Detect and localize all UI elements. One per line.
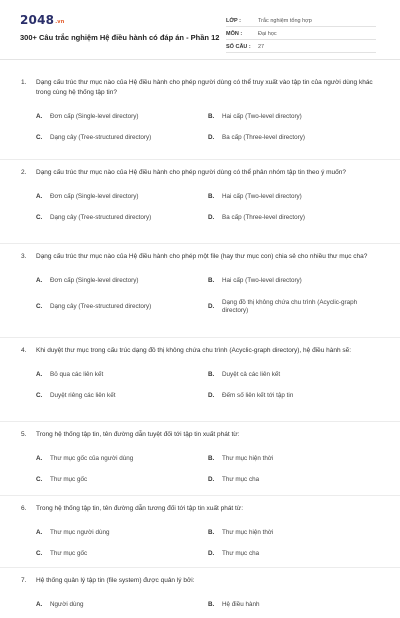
question-body: Trong hệ thống tập tin, tên đường dẫn tuyệt đối tới tập tin xuất phát từ: — [36, 431, 240, 438]
question-body: Dạng cấu trúc thư mục nào của Hệ điều hành cho phép người dùng có thể truy xuất vào tập tin của người dùng khác trong cùng hệ thống tập tin? — [36, 79, 373, 96]
option-letter: C. — [36, 476, 43, 484]
meta-label: SỐ CÂU : — [226, 44, 251, 50]
question-number: 4. — [21, 347, 27, 354]
option-text: Dạng cây (Tree-structured directory) — [50, 134, 152, 142]
question-body: Dạng cấu trúc thư mục nào của Hệ điều hành cho phép người dùng có thể phân nhóm tập tin theo ý muốn? — [36, 169, 347, 176]
meta-row-subject — [226, 27, 376, 40]
option-letter: C. — [36, 302, 43, 310]
question-number: 3. — [21, 253, 27, 260]
option-letter: A. — [36, 277, 43, 285]
option-text: Bỏ qua các liên kết — [50, 371, 104, 379]
option-text: Đơn cấp (Single-level directory) — [50, 193, 139, 201]
question-text — [18, 166, 382, 178]
option-c[interactable] — [36, 470, 208, 491]
question-text — [18, 502, 382, 514]
option-text: Dạng cây (Tree-structured directory) — [50, 302, 152, 310]
option-letter: A. — [36, 193, 43, 201]
option-letter: A. — [36, 371, 43, 379]
option-text: Thư mục hiện thời — [222, 455, 274, 463]
answer-options — [18, 595, 382, 616]
option-letter: B. — [208, 193, 215, 201]
question-body: Hệ thống quản lý tập tin (file system) được quản lý bởi: — [36, 577, 195, 584]
option-b[interactable] — [208, 107, 380, 128]
meta-value: 27 — [258, 44, 265, 50]
question-number: 1. — [21, 79, 27, 86]
meta-value: Trắc nghiệm tổng hợp — [258, 18, 312, 24]
question-body: Trong hệ thống tập tin, tên đường dẫn tương đối tới tập tin xuất phát từ: — [36, 505, 244, 512]
question-number: 7. — [21, 577, 27, 584]
option-letter: D. — [208, 476, 215, 484]
meta-label: LỚP : — [226, 18, 241, 24]
question-body: Khi duyệt thư mục trong cấu trúc dạng đồ thị không chứa chu trình (Acyclic-graph directory), hệ điều hành sẽ: — [36, 347, 352, 354]
question-list — [0, 76, 400, 618]
option-a[interactable] — [36, 271, 208, 292]
meta-row-class — [226, 14, 376, 27]
meta-info — [226, 14, 376, 53]
option-a[interactable] — [36, 595, 208, 616]
option-text: Thư mục gốc của người dùng — [50, 455, 134, 463]
option-d[interactable] — [208, 128, 380, 149]
question-number: 2. — [21, 169, 27, 176]
option-letter: D. — [208, 134, 215, 142]
option-text: Đơn cấp (Single-level directory) — [50, 277, 139, 285]
answer-options — [18, 271, 382, 322]
option-text: Hệ điều hành — [222, 601, 260, 609]
option-text: Thư mục gốc — [50, 476, 88, 484]
option-text: Hai cấp (Two-level directory) — [222, 193, 302, 201]
option-d[interactable] — [208, 208, 380, 229]
option-text: Dạng cây (Tree-structured directory) — [50, 214, 152, 222]
question-text — [18, 344, 382, 356]
option-text: Dạng đồ thị không chứa chu trình (Acyclic-graph directory) — [222, 298, 358, 314]
option-letter: B. — [208, 277, 215, 285]
option-text: Hai cấp (Two-level directory) — [222, 113, 302, 121]
question-text — [18, 574, 382, 586]
option-letter: A. — [36, 455, 43, 463]
option-letter: B. — [208, 371, 215, 379]
option-letter: B. — [208, 601, 215, 609]
option-a[interactable] — [36, 449, 208, 470]
option-text: Thư mục cha — [222, 550, 260, 558]
option-c[interactable] — [36, 386, 208, 407]
option-b[interactable] — [208, 449, 380, 470]
option-a[interactable] — [36, 365, 208, 386]
option-letter: B. — [208, 455, 215, 463]
question-number: 5. — [21, 431, 27, 438]
page-title: 300+ Câu trắc nghiệm Hệ điều hành có đáp án - Phần 12 — [20, 33, 220, 42]
answer-options — [18, 365, 382, 407]
question-item — [0, 422, 400, 496]
question-item — [0, 568, 400, 618]
option-b[interactable] — [208, 365, 380, 386]
option-b[interactable] — [208, 523, 380, 544]
option-letter: C. — [36, 134, 43, 142]
question-item — [0, 76, 400, 160]
question-item — [0, 338, 400, 422]
option-text: Thư mục người dùng — [50, 529, 110, 537]
option-text: Duyệt riêng các liên kết — [50, 392, 116, 400]
option-c[interactable] — [36, 208, 208, 229]
option-text: Ba cấp (Three-level directory) — [222, 134, 305, 142]
option-d[interactable] — [208, 292, 380, 322]
question-text — [18, 250, 382, 262]
page-header — [0, 0, 400, 60]
option-a[interactable] — [36, 523, 208, 544]
option-letter: D. — [208, 214, 215, 222]
question-item — [0, 244, 400, 338]
option-c[interactable] — [36, 544, 208, 565]
meta-value: Đại học — [258, 31, 277, 37]
option-text: Ba cấp (Three-level directory) — [222, 214, 305, 222]
option-letter: D. — [208, 302, 215, 310]
option-a[interactable] — [36, 107, 208, 128]
answer-options — [18, 449, 382, 491]
option-d[interactable] — [208, 386, 380, 407]
option-d[interactable] — [208, 470, 380, 491]
option-text: Người dùng — [50, 601, 84, 609]
answer-options — [18, 523, 382, 565]
option-text: Hai cấp (Two-level directory) — [222, 277, 302, 285]
question-text — [18, 428, 382, 440]
option-letter: C. — [36, 214, 43, 222]
question-body: Dạng cấu trúc thư mục nào của Hệ điều hành cho phép một file (hay thư mục con) chia sẻ cho nhiều thư mục cha? — [36, 253, 368, 260]
logo-extension: .vn — [55, 19, 65, 25]
option-letter: A. — [36, 529, 43, 537]
option-letter: A. — [36, 601, 43, 609]
question-number: 6. — [21, 505, 27, 512]
option-letter: B. — [208, 529, 215, 537]
option-c[interactable] — [36, 292, 208, 322]
site-logo[interactable] — [20, 13, 65, 27]
question-text — [18, 76, 382, 98]
option-text: Đếm số liên kết tới tập tin — [222, 392, 294, 400]
option-b[interactable] — [208, 595, 380, 616]
option-text: Thư mục gốc — [50, 550, 88, 558]
answer-options — [18, 107, 382, 149]
logo-text: 2048 — [20, 13, 55, 27]
option-letter: C. — [36, 550, 43, 558]
option-letter: D. — [208, 550, 215, 558]
option-a[interactable] — [36, 187, 208, 208]
option-letter: C. — [36, 392, 43, 400]
option-letter: A. — [36, 113, 43, 121]
option-letter: B. — [208, 113, 215, 121]
option-text: Thư mục cha — [222, 476, 260, 484]
option-c[interactable] — [36, 128, 208, 149]
option-letter: D. — [208, 392, 215, 400]
option-text: Duyệt cả các liên kết — [222, 371, 281, 379]
option-d[interactable] — [208, 544, 380, 565]
option-text: Đơn cấp (Single-level directory) — [50, 113, 139, 121]
option-b[interactable] — [208, 187, 380, 208]
question-item — [0, 496, 400, 568]
meta-row-count — [226, 40, 376, 53]
option-b[interactable] — [208, 271, 380, 292]
option-text: Thư mục hiện thời — [222, 529, 274, 537]
meta-label: MÔN : — [226, 31, 243, 37]
answer-options — [18, 187, 382, 229]
question-item — [0, 160, 400, 244]
